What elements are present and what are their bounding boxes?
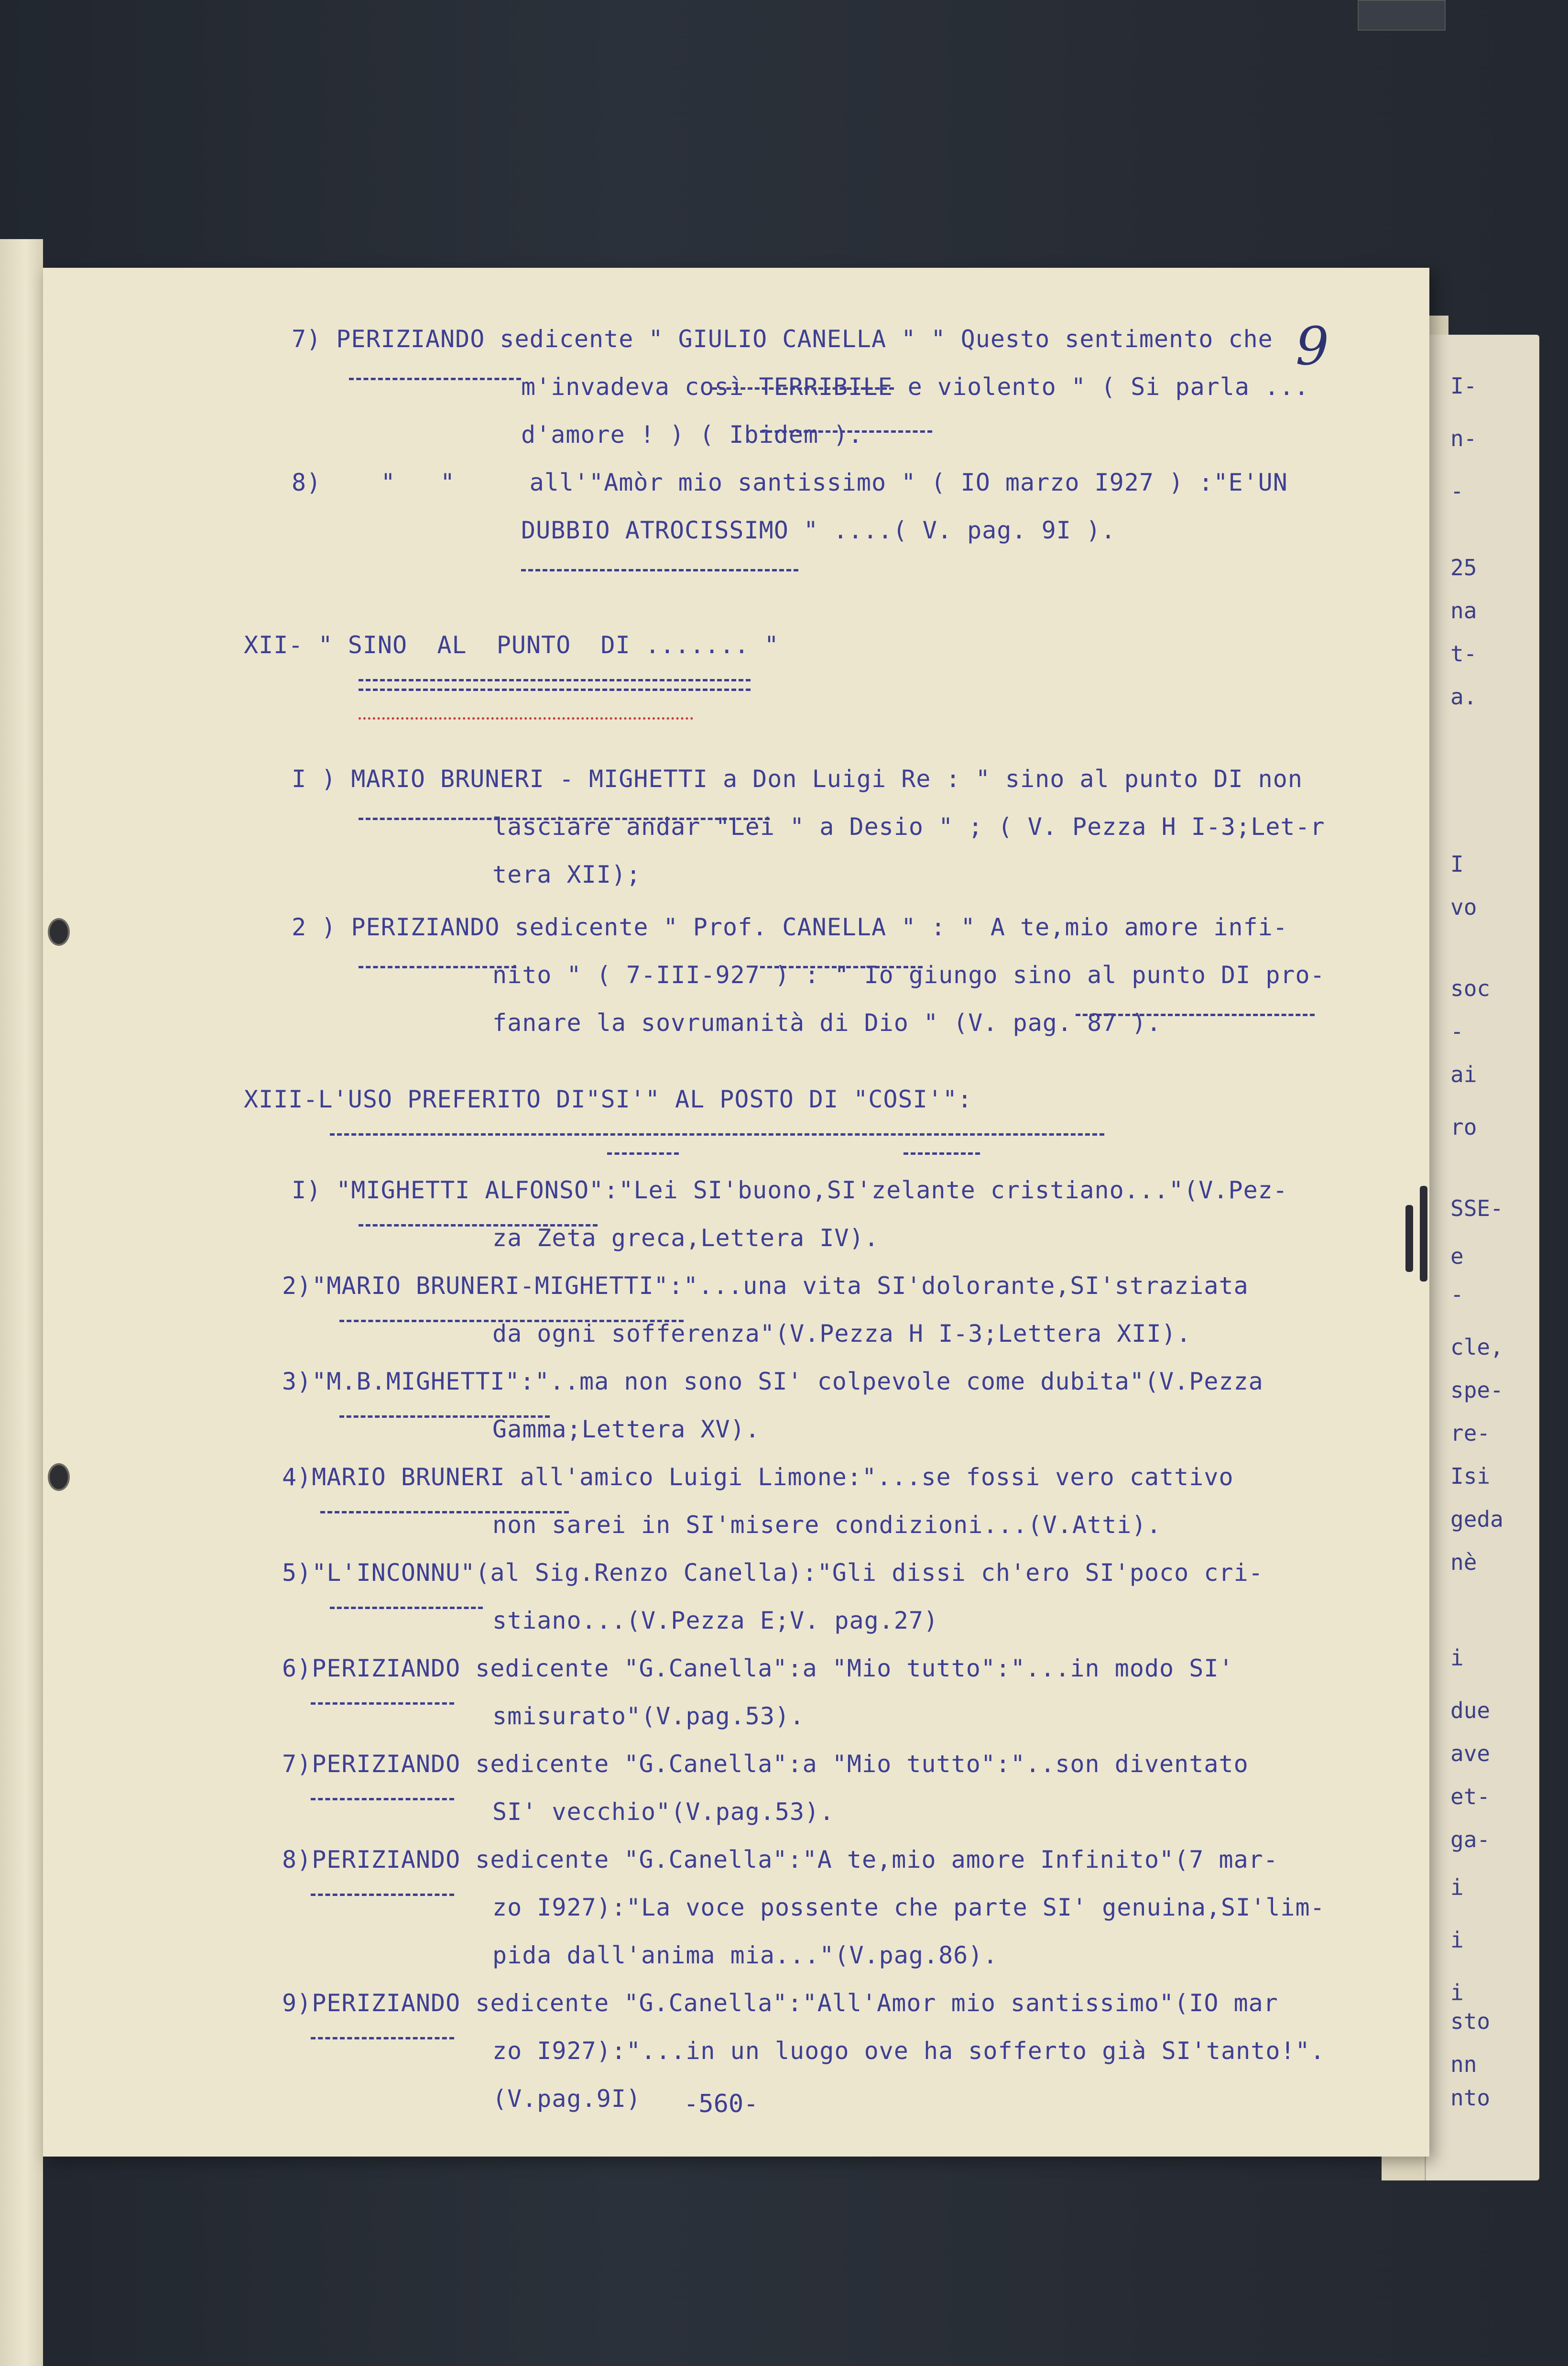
adjacent-fragment: i bbox=[1450, 1927, 1464, 1953]
text-line: 9)PERIZIANDO sedicente "G.Canella":"All'Amor mio santissimo"(IO mar bbox=[282, 1989, 1278, 2017]
text-line: m'invadeva così TERRIBILE e violento " ( Si parla ... bbox=[521, 373, 1309, 401]
text-line: za Zeta greca,Lettera IV). bbox=[492, 1224, 879, 1252]
ink-mark bbox=[1405, 1205, 1413, 1272]
adjacent-fragment: a. bbox=[1450, 684, 1477, 710]
adjacent-fragment: SSE- bbox=[1450, 1195, 1503, 1221]
adjacent-fragment: na bbox=[1450, 598, 1477, 624]
underline bbox=[311, 1702, 454, 1705]
underline bbox=[330, 1133, 1104, 1136]
text-line: SI' vecchio"(V.pag.53). bbox=[492, 1798, 835, 1826]
text-line: I ) MARIO BRUNERI - MIGHETTI a Don Luigi Re : " sino al punto DI non bbox=[292, 765, 1303, 793]
adjacent-fragment: geda bbox=[1450, 1506, 1503, 1532]
text-line: pida dall'anima mia..."(V.pag.86). bbox=[492, 1941, 998, 1969]
tape-label bbox=[1358, 0, 1446, 31]
binder-ring bbox=[48, 1463, 70, 1491]
text-line: 4)MARIO BRUNERI all'amico Luigi Limone:"...se fossi vero cattivo bbox=[282, 1463, 1234, 1491]
adjacent-fragment: - bbox=[1450, 1282, 1464, 1307]
text-line: Gamma;Lettera XV). bbox=[492, 1415, 760, 1443]
adjacent-fragment: 25 bbox=[1450, 555, 1477, 581]
handwritten-page-number: 9 bbox=[1296, 316, 1329, 377]
text-line: 3)"M.B.MIGHETTI":"..ma non sono SI' colpevole come dubita"(V.Pezza bbox=[282, 1368, 1263, 1395]
underline bbox=[311, 2037, 454, 2039]
red-underline bbox=[359, 717, 693, 720]
text-line: 7)PERIZIANDO sedicente "G.Canella":a "Mio tutto":"..son diventato bbox=[282, 1750, 1249, 1778]
text-line: d'amore ! ) ( Ibidem ). bbox=[521, 421, 863, 449]
page-footer-number: -560- bbox=[684, 2090, 759, 2118]
adjacent-fragment: i bbox=[1450, 1645, 1464, 1671]
text-line: zo I927):"...in un luogo ove ha sofferto già SI'tanto!". bbox=[492, 2037, 1325, 2065]
adjacent-fragment: nto bbox=[1450, 2085, 1491, 2111]
ink-mark bbox=[1420, 1186, 1427, 1282]
text-line: tera XII); bbox=[492, 861, 642, 888]
text-line: 2)"MARIO BRUNERI-MIGHETTI":"...una vita SI'dolorante,SI'straziata bbox=[282, 1272, 1249, 1300]
adjacent-fragment: ave bbox=[1450, 1741, 1491, 1766]
underline bbox=[349, 378, 521, 380]
text-line: fanare la sovrumanità di Dio " (V. pag. 87 ). bbox=[492, 1009, 1162, 1037]
adjacent-fragment: vo bbox=[1450, 894, 1477, 920]
text-line: (V.pag.9I) bbox=[492, 2085, 642, 2113]
adjacent-fragment: nn bbox=[1450, 2051, 1477, 2077]
text-line: 8)PERIZIANDO sedicente "G.Canella":"A te,mio amore Infinito"(7 mar- bbox=[282, 1846, 1278, 1873]
text-line: 7) PERIZIANDO sedicente " GIULIO CANELLA " " Questo sentimento che bbox=[292, 325, 1273, 353]
adjacent-fragment: cle, bbox=[1450, 1334, 1503, 1360]
adjacent-fragment: ga- bbox=[1450, 1827, 1491, 1852]
text-line: 5)"L'INCONNU"(al Sig.Renzo Canella):"Gli dissi ch'ero SI'poco cri- bbox=[282, 1559, 1263, 1587]
text-line: DUBBIO ATROCISSIMO " ....( V. pag. 9I ). bbox=[521, 516, 1116, 544]
adjacent-fragment: I- bbox=[1450, 373, 1477, 399]
text-line: non sarei in SI'misere condizioni...(V.Atti). bbox=[492, 1511, 1162, 1539]
adjacent-fragment: soc bbox=[1450, 975, 1491, 1001]
adjacent-fragment: t- bbox=[1450, 641, 1477, 667]
text-line: da ogni sofferenza"(V.Pezza H I-3;Lettera XII). bbox=[492, 1320, 1191, 1347]
underline bbox=[359, 679, 751, 681]
underline bbox=[359, 689, 751, 691]
adjacent-fragment: i bbox=[1450, 1874, 1464, 1900]
text-line: nito " ( 7-III-927 ) : " Io giungo sino al punto DI pro- bbox=[492, 961, 1325, 989]
adjacent-fragment: spe- bbox=[1450, 1377, 1503, 1403]
section-heading: XII- " SINO AL PUNTO DI ....... " bbox=[244, 631, 779, 659]
adjacent-fragment: i bbox=[1450, 1980, 1464, 2005]
text-line: stiano...(V.Pezza E;V. pag.27) bbox=[492, 1607, 939, 1634]
adjacent-fragment: nè bbox=[1450, 1549, 1477, 1575]
underline bbox=[904, 1152, 980, 1155]
adjacent-fragment: I bbox=[1450, 851, 1464, 877]
underline bbox=[311, 1798, 454, 1800]
underline bbox=[607, 1152, 679, 1155]
adjacent-fragment: sto bbox=[1450, 2008, 1491, 2034]
binder-spine bbox=[0, 239, 43, 2366]
text-line: 6)PERIZIANDO sedicente "G.Canella":a "Mio tutto":"...in modo SI' bbox=[282, 1654, 1234, 1682]
section-heading: XIII-L'USO PREFERITO DI"SI'" AL POSTO DI "COSI'": bbox=[244, 1085, 973, 1113]
adjacent-fragment: n- bbox=[1450, 426, 1477, 451]
adjacent-fragment: et- bbox=[1450, 1784, 1491, 1809]
text-line: smisurato"(V.pag.53). bbox=[492, 1702, 805, 1730]
text-line: lasciare andar "Lei " a Desio " ; ( V. Pezza H I-3;Let-r bbox=[492, 813, 1325, 841]
adjacent-fragment: ai bbox=[1450, 1062, 1477, 1087]
text-line: 2 ) PERIZIANDO sedicente " Prof. CANELLA " : " A te,mio amore infi- bbox=[292, 913, 1288, 941]
underline bbox=[330, 1607, 483, 1609]
adjacent-fragment: re- bbox=[1450, 1420, 1491, 1446]
adjacent-fragment: ro bbox=[1450, 1114, 1477, 1140]
adjacent-fragment: Isi bbox=[1450, 1463, 1491, 1489]
adjacent-fragment: - bbox=[1450, 1019, 1464, 1044]
text-line: 8) " " all'"Amòr mio santissimo " ( IO marzo I927 ) :"E'UN bbox=[292, 469, 1288, 496]
underline bbox=[521, 569, 798, 571]
document-page bbox=[43, 268, 1429, 2157]
text-line: I) "MIGHETTI ALFONSO":"Lei SI'buono,SI'zelante cristiano..."(V.Pez- bbox=[292, 1176, 1288, 1204]
adjacent-fragment: - bbox=[1450, 478, 1464, 504]
underline bbox=[311, 1894, 454, 1896]
text-line: zo I927):"La voce possente che parte SI' genuina,SI'lim- bbox=[492, 1894, 1325, 1921]
adjacent-fragment: due bbox=[1450, 1698, 1491, 1723]
adjacent-page-text-strip bbox=[1444, 354, 1539, 2166]
adjacent-fragment: e bbox=[1450, 1243, 1464, 1269]
binder-ring bbox=[48, 918, 70, 946]
